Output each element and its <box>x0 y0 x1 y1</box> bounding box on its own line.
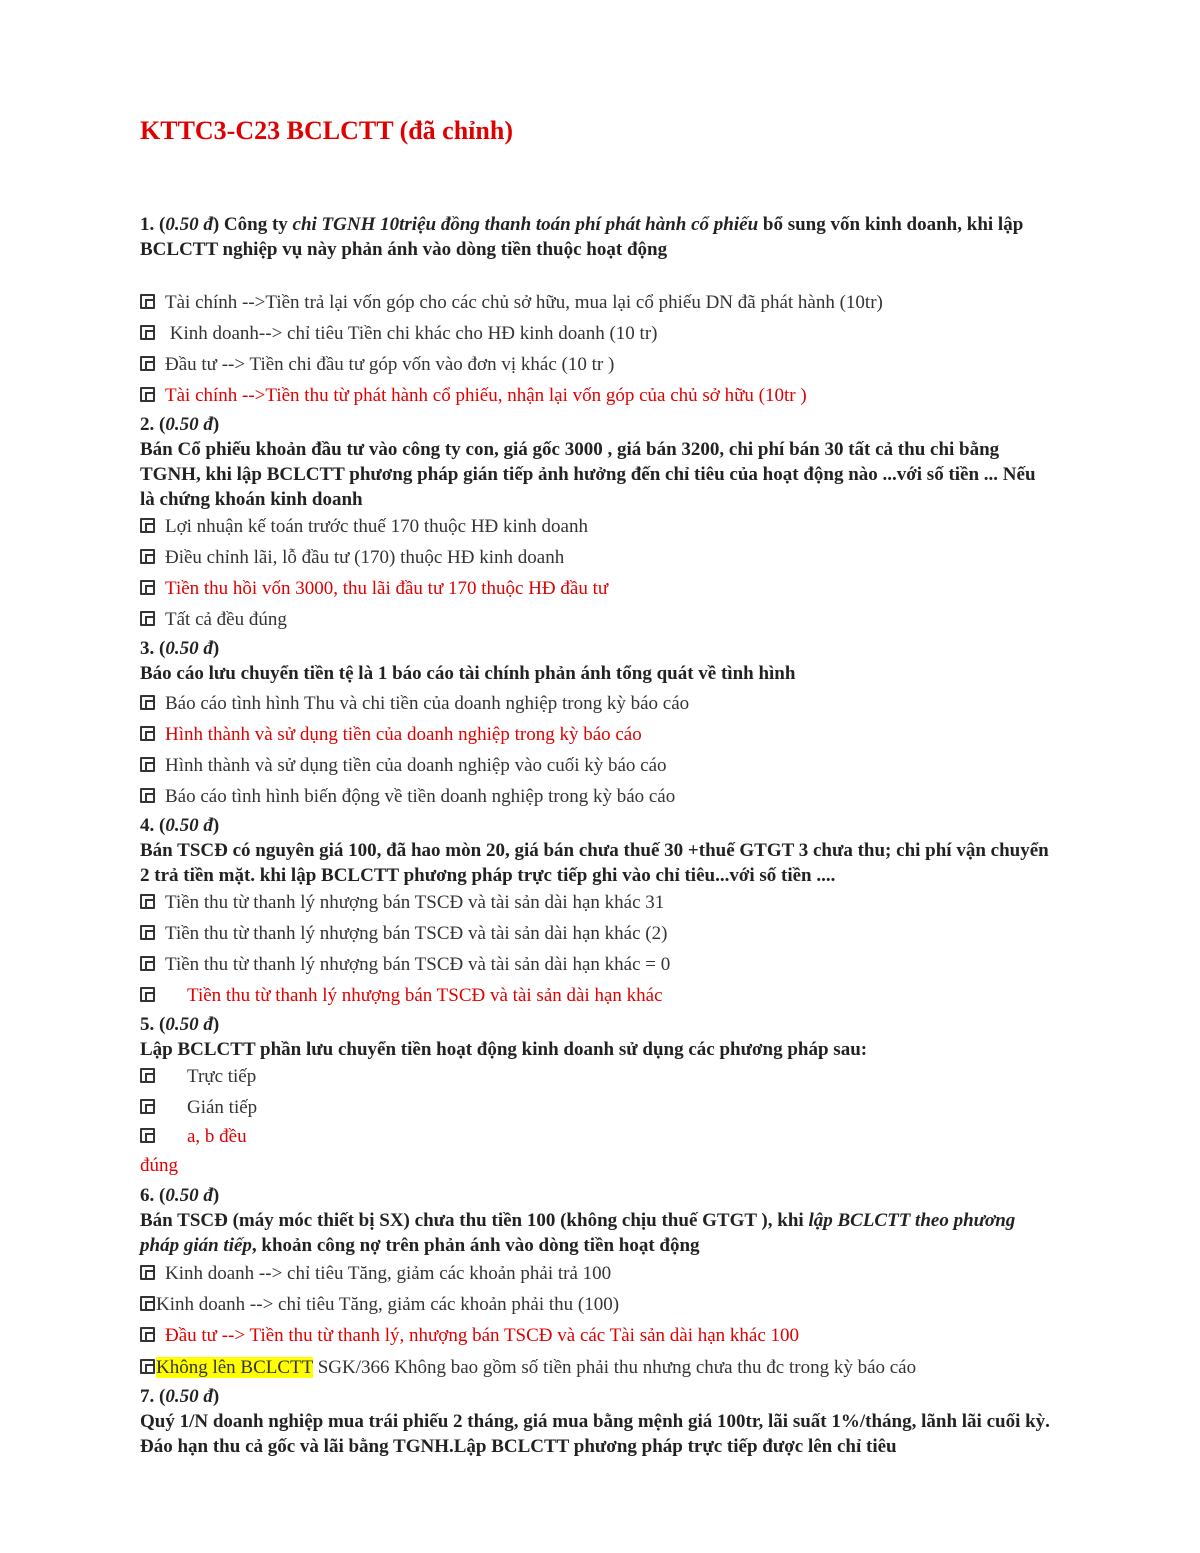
answer-option[interactable] <box>140 290 883 316</box>
answer-option-label: Điều chỉnh lãi, lỗ đầu tư (170) thuộc HĐ kinh doanh <box>165 547 565 568</box>
question-points: 0.50 đ <box>165 214 213 235</box>
answer-option[interactable] <box>140 691 689 717</box>
checkbox-icon[interactable] <box>140 325 155 340</box>
question-4 <box>140 813 1055 888</box>
answer-option-correct[interactable] <box>140 1124 247 1150</box>
question-points: 0.50 đ <box>165 1185 213 1206</box>
answer-option-label: Tất cả đều đúng <box>165 609 287 630</box>
answer-option[interactable] <box>140 921 667 947</box>
question-points-close: ) <box>212 1185 220 1206</box>
question-text: Quý 1/N doanh nghiệp mua trái phiếu 2 tháng, giá mua bằng mệnh giá 100tr, lãi suất 1%/tháng, lãnh lãi cuối kỳ. Đáo hạn thu cả gốc và lãi bằng TGNH.Lập BCLCTT phương pháp trực tiếp được lên chỉ tiêu <box>140 1411 1050 1457</box>
answer-option-label: Tiền thu từ thanh lý nhượng bán TSCĐ và tài sản dài hạn khác <box>187 985 663 1006</box>
answer-option-label: Trực tiếp <box>187 1066 257 1087</box>
answer-option-label: Gián tiếp <box>187 1097 258 1118</box>
answer-option-label: Tiền thu từ thanh lý nhượng bán TSCĐ và tài sản dài hạn khác (2) <box>165 923 668 944</box>
checkbox-icon[interactable] <box>140 1099 155 1114</box>
checkbox-icon[interactable] <box>140 580 155 595</box>
question-text: Bán Cổ phiếu khoản đầu tư vào công ty con, giá gốc 3000 , giá bán 3200, chi phí bán 30 tất cả thu chi bằng TGNH, khi lập BCLCTT phương pháp gián tiếp ảnh hưởng đến chỉ tiêu của hoạt động nào ...với số tiền ... Nếu là chứng khoán kinh doanh <box>140 439 1036 510</box>
answer-option[interactable] <box>140 1292 619 1318</box>
answer-option[interactable] <box>140 1064 256 1090</box>
answer-option-label: Hình thành và sử dụng tiền của doanh nghiệp vào cuối kỳ báo cáo <box>165 755 667 776</box>
question-points-close: ) <box>212 815 220 836</box>
checkbox-icon[interactable] <box>140 726 155 741</box>
question-points-close: ) <box>212 638 220 659</box>
checkbox-icon[interactable] <box>140 1265 155 1280</box>
checkbox-icon[interactable] <box>140 1296 155 1311</box>
question-points-close: ) <box>212 214 220 235</box>
question-number: 7. ( <box>140 1386 166 1407</box>
question-number: 3. ( <box>140 638 166 659</box>
checkbox-icon[interactable] <box>140 1359 155 1374</box>
checkbox-icon[interactable] <box>140 1327 155 1342</box>
answer-option-label: Tài chính -->Tiền thu từ phát hành cổ phiếu, nhận lại vốn góp của chủ sở hữu (10tr ) <box>165 385 807 406</box>
question-number: 5. ( <box>140 1014 166 1035</box>
answer-option-label: Lợi nhuận kế toán trước thuế 170 thuộc HĐ kinh doanh <box>165 516 588 537</box>
answer-option-correct[interactable] <box>140 983 663 1009</box>
checkbox-icon[interactable] <box>140 757 155 772</box>
question-text: Bán TSCĐ (máy móc thiết bị SX) chưa thu tiền 100 (không chịu thuế GTGT ), khi <box>140 1210 809 1231</box>
question-number: 6. ( <box>140 1185 166 1206</box>
answer-option[interactable] <box>140 1355 916 1381</box>
document-title: KTTC3-C23 BCLCTT (đã chỉnh) <box>140 116 513 145</box>
answer-option-label: Báo cáo tình hình Thu và chi tiền của doanh nghiệp trong kỳ báo cáo <box>165 693 690 714</box>
question-5 <box>140 1012 1055 1062</box>
checkbox-icon[interactable] <box>140 695 155 710</box>
answer-option-label: a, b đều <box>187 1126 247 1147</box>
answer-option-correct[interactable] <box>140 1323 799 1349</box>
question-points: 0.50 đ <box>165 414 213 435</box>
question-1 <box>140 212 1055 262</box>
answer-option-label: Tiền thu từ thanh lý nhượng bán TSCĐ và tài sản dài hạn khác 31 <box>165 892 665 913</box>
question-7 <box>140 1384 1055 1459</box>
question-text: Lập BCLCTT phần lưu chuyển tiền hoạt động kinh doanh sử dụng các phương pháp sau: <box>140 1039 868 1060</box>
answer-option[interactable] <box>140 784 675 810</box>
question-text-emphasis: lập BCLCTT theo phương pháp gián tiếp <box>140 1210 1016 1256</box>
question-number: 1. ( <box>140 214 166 235</box>
answer-option-label: Tiền thu hồi vốn 3000, thu lãi đầu tư 170 thuộc HĐ đầu tư <box>165 578 609 599</box>
question-6 <box>140 1183 1055 1258</box>
answer-option[interactable] <box>140 352 614 378</box>
question-text: Bán TSCĐ có nguyên giá 100, đã hao mòn 20, giá bán chưa thuế 30 +thuế GTGT 3 chưa thu; chi phí vận chuyển 2 trả tiền mặt. khi lập BCLCTT phương pháp trực tiếp ghi vào chỉ tiêu...với số tiền .... <box>140 840 1049 886</box>
answer-option-label: Hình thành và sử dụng tiền của doanh nghiệp trong kỳ báo cáo <box>165 724 642 745</box>
question-points: 0.50 đ <box>165 1014 213 1035</box>
answer-option-label: Tài chính -->Tiền trả lại vốn góp cho các chủ sở hữu, mua lại cổ phiếu DN đã phát hành (10tr) <box>165 292 883 313</box>
answer-option-label: Đầu tư --> Tiền thu từ thanh lý, nhượng bán TSCĐ và các Tài sản dài hạn khác 100 <box>165 1325 800 1346</box>
answer-option[interactable] <box>140 890 664 916</box>
answer-option[interactable] <box>140 514 588 540</box>
answer-option-label: Kinh doanh--> chỉ tiêu Tiền chi khác cho HĐ kinh doanh (10 tr) <box>165 323 658 344</box>
answer-option-label-highlighted: Không lên BCLCTT <box>156 1357 313 1378</box>
answer-option-correct[interactable] <box>140 383 807 409</box>
checkbox-icon[interactable] <box>140 549 155 564</box>
checkbox-icon[interactable] <box>140 294 155 309</box>
question-text: bổ sung vốn kinh doanh, khi lập <box>758 214 1024 235</box>
answer-option[interactable] <box>140 545 564 571</box>
checkbox-icon[interactable] <box>140 788 155 803</box>
question-number: 2. ( <box>140 414 166 435</box>
checkbox-icon[interactable] <box>140 894 155 909</box>
question-2 <box>140 412 1055 512</box>
question-points-close: ) <box>212 414 220 435</box>
question-points-close: ) <box>212 1014 220 1035</box>
answer-option[interactable] <box>140 753 667 779</box>
question-points: 0.50 đ <box>165 638 213 659</box>
answer-option-label: Kinh doanh --> chỉ tiêu Tăng, giảm các khoản phải trả 100 <box>165 1263 612 1284</box>
answer-option-correct[interactable] <box>140 576 608 602</box>
answer-option[interactable] <box>140 607 287 633</box>
answer-option-label-continuation: đúng <box>140 1155 178 1176</box>
answer-option-label: Tiền thu từ thanh lý nhượng bán TSCĐ và tài sản dài hạn khác = 0 <box>165 954 671 975</box>
answer-option[interactable] <box>140 321 658 347</box>
question-text: BCLCTT nghiệp vụ này phản ánh vào dòng tiền thuộc hoạt động <box>140 239 668 260</box>
answer-option[interactable] <box>140 952 670 978</box>
question-points-close: ) <box>212 1386 220 1407</box>
checkbox-icon[interactable] <box>140 925 155 940</box>
question-number: 4. ( <box>140 815 166 836</box>
question-text: Công ty <box>219 214 293 235</box>
checkbox-icon[interactable] <box>140 987 155 1002</box>
question-text: Báo cáo lưu chuyển tiền tệ là 1 báo cáo tài chính phản ánh tổng quát về tình hình <box>140 663 796 684</box>
answer-option-note: SGK/366 Không bao gồm số tiền phải thu nhưng chưa thu đc trong kỳ báo cáo <box>312 1357 917 1378</box>
answer-option[interactable] <box>140 1261 611 1287</box>
question-points: 0.50 đ <box>165 815 213 836</box>
checkbox-icon[interactable] <box>140 1128 155 1143</box>
answer-option-label: Đầu tư --> Tiền chi đầu tư góp vốn vào đơn vị khác (10 tr ) <box>165 354 615 375</box>
checkbox-icon[interactable] <box>140 387 155 402</box>
checkbox-icon[interactable] <box>140 611 155 626</box>
checkbox-icon[interactable] <box>140 1068 155 1083</box>
answer-option-label: Kinh doanh --> chỉ tiêu Tăng, giảm các khoản phải thu (100) <box>156 1294 620 1315</box>
answer-option[interactable] <box>140 1095 257 1121</box>
checkbox-icon[interactable] <box>140 518 155 533</box>
checkbox-icon[interactable] <box>140 356 155 371</box>
question-3 <box>140 636 1055 686</box>
answer-option-label: Báo cáo tình hình biến động về tiền doanh nghiệp trong kỳ báo cáo <box>165 786 676 807</box>
question-points: 0.50 đ <box>165 1386 213 1407</box>
checkbox-icon[interactable] <box>140 956 155 971</box>
question-text: , khoản công nợ trên phản ánh vào dòng tiền hoạt động <box>251 1235 700 1256</box>
question-text-emphasis: chi TGNH 10triệu đồng thanh toán phí phát hành cổ phiếu <box>292 214 759 235</box>
answer-option-correct[interactable] <box>140 722 642 748</box>
